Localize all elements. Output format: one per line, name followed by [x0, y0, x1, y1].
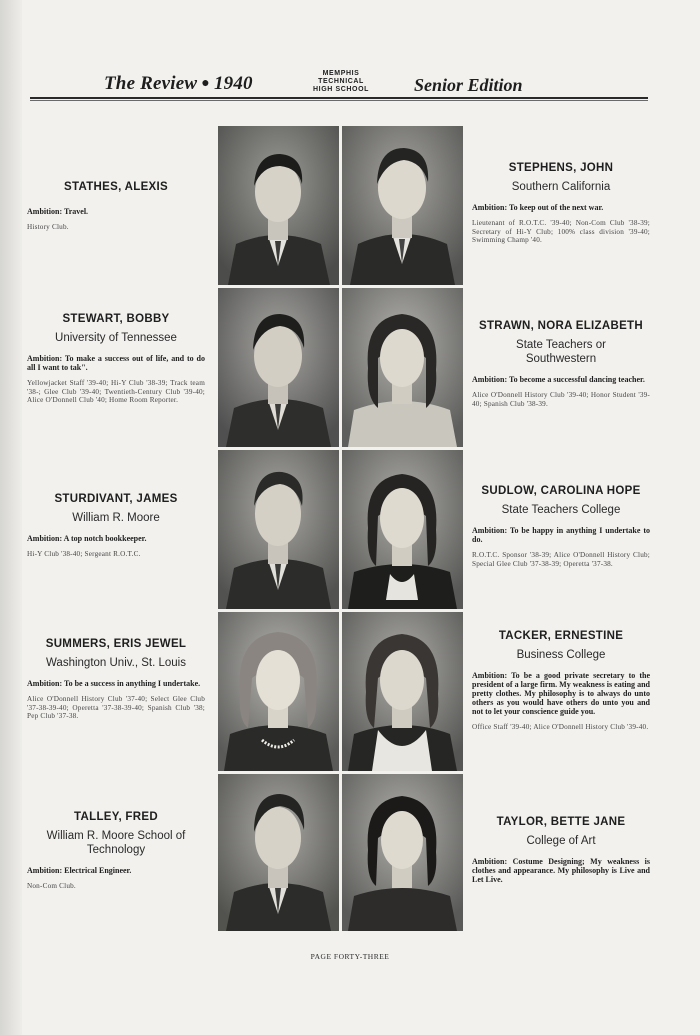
portrait-photo-strawn: [342, 288, 463, 447]
school-name-block: [302, 70, 380, 94]
student-ambition: Ambition: To make a success out of life, and to do all I want to tak".: [27, 354, 205, 372]
student-destination: State Teachers or Southwestern: [516, 339, 606, 365]
student-name: STEPHENS, JOHN: [508, 162, 614, 174]
student-ambition: Ambition: To be a good private secretary to the president of a large firm. My weakness is eating and pretty clothes. My philosophy is to always do unto others as you would have others do unto you and not to let your conscience guide you.: [472, 671, 650, 716]
header-rule-thin: [30, 100, 648, 101]
student-name: STURDIVANT, JAMES: [54, 493, 178, 505]
bullet-dot: ●: [201, 76, 210, 91]
student-activities: Yellowjacket Staff '39-40; Hi-Y Club '38-39; Track team '38-; Glee Club '39-40; Twentieth-Century Club '39-40; Alice O'Donnell Club '40; Home Room Reporter.: [27, 379, 205, 405]
student-activities: Alice O'Donnell History Club '37-40; Select Glee Club '37-38-39-40; Operetta '37-38-39-40; Spanish Club '38; Pep Club '37-38.: [27, 695, 205, 721]
student-destination: William R. Moore: [72, 512, 160, 524]
student-destination: William R. Moore School of Technology: [46, 830, 186, 856]
review-title: The Review: [104, 73, 198, 94]
student-ambition: Ambition: Travel.: [27, 207, 89, 216]
portrait-photo-summers: [218, 612, 339, 771]
student-ambition: Ambition: To be a success in anything I undertake.: [27, 679, 201, 688]
student-entry-stathes: [27, 181, 205, 232]
portrait-photo-talley: [218, 774, 339, 931]
portrait-photo-stephens: [342, 126, 463, 285]
student-entry-summers: [27, 638, 205, 721]
student-name: TAYLOR, BETTE JANE: [496, 816, 626, 828]
portrait-photo-sudlow: [342, 450, 463, 609]
student-entry-tacker: [472, 630, 650, 732]
student-entry-stephens: [472, 162, 650, 245]
header-right-title: Senior Edition: [414, 75, 523, 95]
student-name: SUDLOW, CAROLINA HOPE: [481, 485, 641, 497]
student-destination: State Teachers College: [501, 504, 621, 516]
student-name: SUMMERS, ERIS JEWEL: [45, 638, 187, 650]
student-activities: R.O.T.C. Sponsor '38-39; Alice O'Donnell History Club; Special Glee Club '37-38-39; Operetta '37-38.: [472, 551, 650, 568]
student-activities: Office Staff '39-40; Alice O'Donnell History Club '39-40.: [472, 723, 649, 731]
student-entry-taylor: [472, 816, 650, 884]
portrait-photo-tacker: [342, 612, 463, 771]
student-entry-sudlow: [472, 485, 650, 568]
student-activities: Hi-Y Club '38-40; Sergeant R.O.T.C.: [27, 550, 141, 558]
school-line-1: MEMPHIS: [322, 70, 360, 77]
student-ambition: Ambition: Costume Designing; My weakness is clothes and appearance. My philosophy is Live and Let Live.: [472, 857, 650, 884]
student-name: TACKER, ERNESTINE: [498, 630, 624, 642]
student-name: STEWART, BOBBY: [62, 313, 170, 325]
student-destination: Washington Univ., St. Louis: [46, 657, 186, 669]
portrait-photo-taylor: [342, 774, 463, 931]
student-name: STATHES, ALEXIS: [64, 181, 168, 193]
portrait-photo-stewart: [218, 288, 339, 447]
school-line-2: TECHNICAL: [318, 78, 364, 85]
student-activities: Alice O'Donnell History Club '39-40; Honor Student '39-40; Spanish Club '38-39.: [472, 391, 650, 408]
student-activities: History Club.: [27, 223, 69, 231]
student-ambition: Ambition: To become a successful dancing teacher.: [472, 375, 645, 384]
page-number-footer: PAGE FORTY-THREE: [310, 952, 390, 961]
portrait-photo-sturdivant: [218, 450, 339, 609]
year-label: 1940: [213, 73, 253, 94]
student-destination: University of Tennessee: [55, 332, 177, 344]
header-rule: [30, 97, 648, 99]
header-left-title: [104, 73, 253, 95]
student-name: STRAWN, NORA ELIZABETH: [479, 320, 643, 332]
student-ambition: Ambition: To be happy in anything I undertake to do.: [472, 526, 650, 544]
student-ambition: Ambition: Electrical Engineer.: [27, 866, 132, 875]
student-ambition: Ambition: To keep out of the next war.: [472, 203, 604, 212]
student-entry-strawn: [472, 320, 650, 408]
student-activities: Non-Com Club.: [27, 882, 76, 890]
student-destination: Southern California: [511, 181, 611, 193]
student-destination: College of Art: [526, 835, 596, 847]
page-binding-edge: [0, 0, 22, 1035]
student-entry-talley: [27, 811, 205, 891]
student-entry-stewart: [27, 313, 205, 405]
student-name: TALLEY, FRED: [74, 811, 158, 823]
student-entry-sturdivant: [27, 493, 205, 559]
school-line-3: HIGH SCHOOL: [313, 86, 369, 93]
student-activities: Lieutenant of R.O.T.C. '39-40; Non-Com Club '38-39; Secretary of Hi-Y Club; 100% class division '39-40; Swimming Champ '40.: [472, 219, 650, 245]
student-destination: Business College: [516, 649, 606, 661]
portrait-photo-stathes: [218, 126, 339, 285]
portrait-grid: [218, 126, 463, 931]
student-ambition: Ambition: A top notch bookkeeper.: [27, 534, 147, 543]
